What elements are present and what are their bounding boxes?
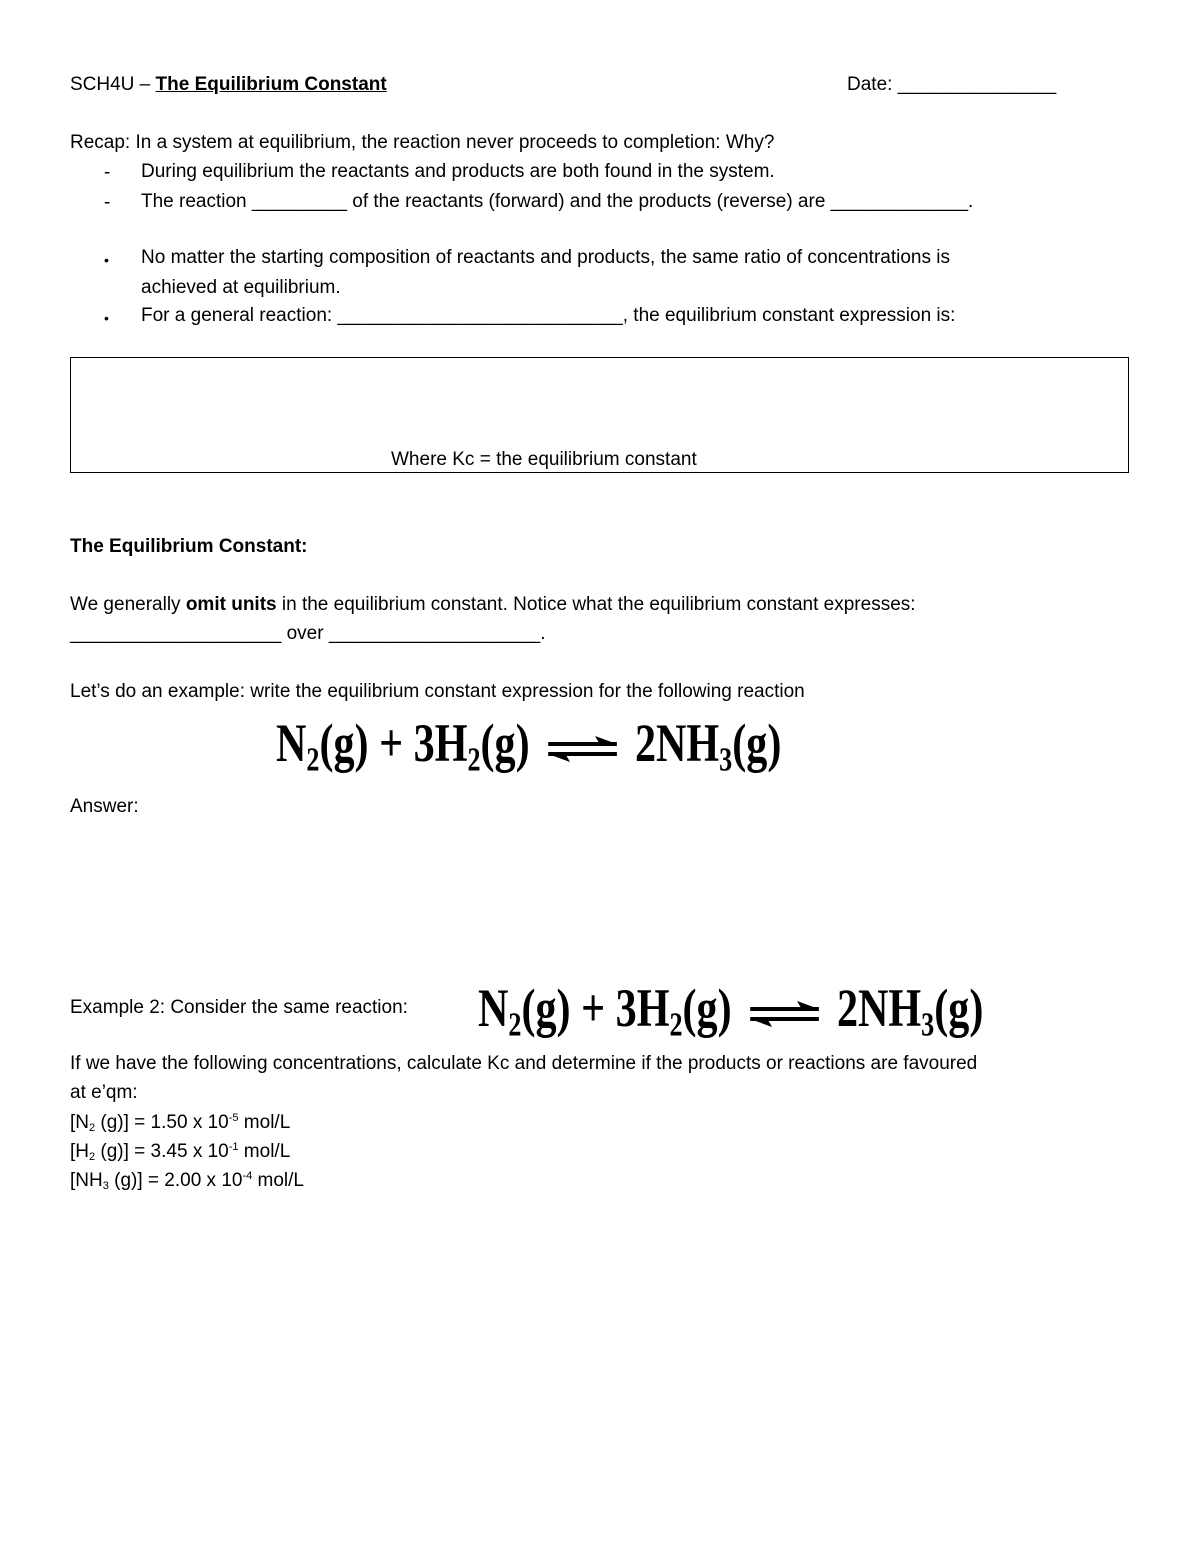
- example-2-label: Example 2: Consider the same reaction:: [70, 997, 408, 1018]
- equation-n2: N: [478, 978, 509, 1038]
- equation-state: (g): [480, 713, 530, 773]
- conc-species: [N: [70, 1112, 89, 1133]
- dash-marker: -: [104, 162, 111, 183]
- document-title: [70, 75, 387, 96]
- equation-subscript: 2: [306, 741, 320, 779]
- conc-subscript: 3: [102, 1180, 109, 1192]
- dash-marker: -: [104, 192, 111, 213]
- equation-h2: (g) + 3H: [319, 713, 468, 773]
- equation-product: 2NH: [634, 713, 720, 773]
- recap-intro: Recap: In a system at equilibrium, the reaction never proceeds to completion: Why?: [70, 132, 775, 153]
- conc-species: [H: [70, 1141, 89, 1162]
- section-heading: The Equilibrium Constant:: [70, 536, 308, 557]
- conc-subscript: 2: [89, 1122, 96, 1134]
- box-caption: Where Kc = the equilibrium constant: [391, 449, 697, 470]
- equation-subscript: 3: [921, 1006, 935, 1044]
- conc-exponent: -4: [242, 1170, 253, 1182]
- reaction-equation: [478, 978, 984, 1044]
- recap-bullet-2: For a general reaction: ___________________________, the equilibrium constant expression is:: [141, 305, 956, 326]
- answer-label: Answer:: [70, 796, 139, 817]
- units-paragraph: [70, 595, 916, 616]
- conc-exponent: -5: [228, 1112, 239, 1124]
- units-paragraph-line-2: ____________________ over ____________________.: [70, 623, 546, 644]
- recap-dash-1: During equilibrium the reactants and products are both found in the system.: [141, 161, 775, 182]
- conc-value: (g)] = 3.45 x 10: [95, 1141, 229, 1162]
- question-line-2: at e’qm:: [70, 1082, 138, 1103]
- equation-subscript: 2: [669, 1006, 683, 1044]
- recap-dash-2: The reaction _________ of the reactants (forward) and the products (reverse) are _____________.: [141, 191, 974, 212]
- conc-value: (g)] = 1.50 x 10: [95, 1112, 229, 1133]
- equation-product: 2NH: [836, 978, 922, 1038]
- date-field: Date: _______________: [847, 74, 1057, 95]
- equation-subscript: 3: [719, 741, 733, 779]
- units-paragraph-post: in the equilibrium constant. Notice what the equilibrium constant expresses:: [276, 594, 916, 615]
- equilibrium-arrow-icon: [545, 734, 620, 764]
- recap-bullet-1-line-2: achieved at equilibrium.: [141, 277, 341, 298]
- equation-n2: N: [276, 713, 307, 773]
- conc-species: [NH: [70, 1170, 103, 1191]
- example-prompt: Let’s do an example: write the equilibrium constant expression for the following reaction: [70, 681, 805, 702]
- concentration-h2: [70, 1141, 290, 1163]
- concentration-nh3: [70, 1170, 304, 1192]
- question-line-1: If we have the following concentrations, calculate Kc and determine if the products or reactions are favoured: [70, 1053, 978, 1074]
- bullet-marker: •: [104, 252, 109, 268]
- conc-unit: mol/L: [238, 1112, 291, 1133]
- conc-subscript: 2: [89, 1151, 96, 1163]
- units-paragraph-pre: We generally: [70, 594, 186, 615]
- equation-subscript: 2: [508, 1006, 522, 1044]
- course-code: SCH4U –: [70, 74, 156, 95]
- equation-h2: (g) + 3H: [521, 978, 670, 1038]
- conc-unit: mol/L: [238, 1141, 291, 1162]
- concentration-n2: [70, 1112, 290, 1134]
- worksheet-title: The Equilibrium Constant: [155, 74, 387, 95]
- equation-state: (g): [934, 978, 984, 1038]
- equilibrium-arrow-icon: [747, 999, 822, 1029]
- equation-subscript: 2: [467, 741, 481, 779]
- reaction-equation: [276, 713, 782, 779]
- equation-state: (g): [732, 713, 782, 773]
- conc-unit: mol/L: [252, 1170, 304, 1191]
- recap-bullet-1-line-1: No matter the starting composition of reactants and products, the same ratio of concentrations is: [141, 247, 950, 268]
- units-paragraph-bold: omit units: [185, 594, 277, 615]
- conc-exponent: -1: [228, 1141, 239, 1153]
- bullet-marker: •: [104, 310, 109, 326]
- conc-value: (g)] = 2.00 x 10: [108, 1170, 243, 1191]
- equation-state: (g): [682, 978, 732, 1038]
